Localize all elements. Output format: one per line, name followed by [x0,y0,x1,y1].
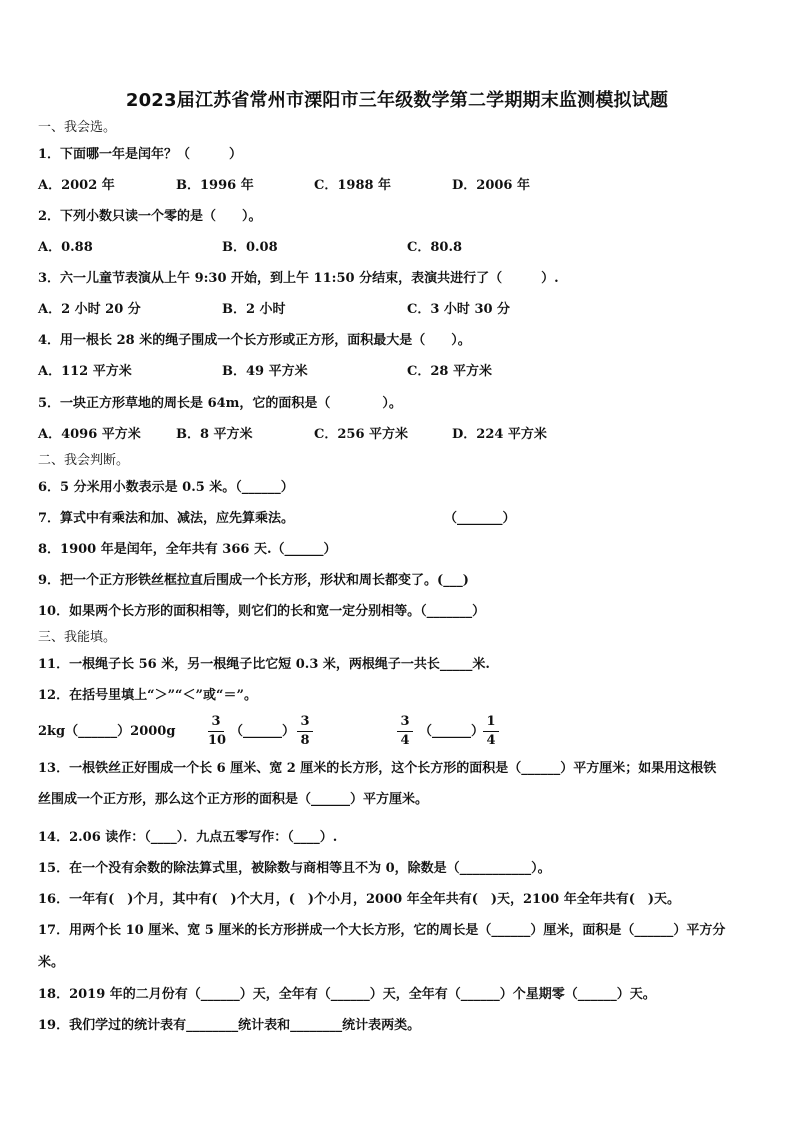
question-7: 7．算式中有乘法和加、减法，应先算乘法。 [38,511,295,526]
question-1: 1．下面哪一年是闰年？（ ） [38,147,243,162]
question-14: 14．2.06 读作：（____）．九点五零写作：（____）. [38,830,338,845]
q12-blank-3: （______） [419,724,485,739]
question-2: 2．下列小数只读一个零的是（ ）。 [38,209,262,224]
question-18: 18．2019 年的二月份有（______）天，全年有（______）天，全年有（______）个星期零（______）天。 [38,987,656,1002]
question-13-line-2: 丝围成一个正方形，那么这个正方形的面积是（______）平方厘米。 [38,792,429,807]
q1-option-a: A．2002 年 [38,178,115,193]
q2-option-b: B．0.08 [222,240,278,255]
question-16: 16．一年有( )个月，其中有( )个大月，( )个小月，2000 年全年共有( )天，2100 年全年共有( )天。 [38,892,681,907]
fraction-numerator: 1 [483,714,499,732]
q1-option-c: C．1988 年 [314,178,392,193]
q3-option-c: C．3 小时 30 分 [407,302,511,317]
q12-fraction-3-10 [208,714,227,749]
q2-option-a: A．0.88 [38,240,93,255]
page-title: 2023届江苏省常州市溧阳市三年级数学第二学期期末监测模拟试题 [125,90,669,111]
fraction-denominator: 4 [400,733,410,748]
question-8: 8．1900 年是闰年，全年共有 366 天.（______） [38,542,337,557]
q3-option-b: B．2 小时 [222,302,286,317]
question-6: 6．5 分米用小数表示是 0.5 米。（______） [38,480,294,495]
q12-compare-kg: 2kg（______）2000g [38,724,176,739]
q3-option-a: A．2 小时 20 分 [38,302,141,317]
q12-blank-2: （______） [230,724,296,739]
q4-option-b: B．49 平方米 [222,364,308,379]
question-15: 15．在一个没有余数的除法算式里，被除数与商相等且不为 0，除数是（___________）。 [38,861,551,876]
question-17-line-2: 米。 [38,955,65,970]
question-17-line-1: 17．用两个长 10 厘米、宽 5 厘米的长方形拼成一个大长方形，它的周长是（______）厘米，面积是（______）平方分 [38,923,726,938]
q2-option-c: C．80.8 [407,240,463,255]
q5-option-d: D．224 平方米 [452,427,547,442]
question-11: 11．一根绳子长 56 米，另一根绳子比它短 0.3 米，两根绳子一共长_____米. [38,657,490,672]
question-4: 4．用一根长 28 米的绳子围成一个长方形或正方形，面积最大是（ ）。 [38,333,471,348]
q5-option-a: A．4096 平方米 [38,427,141,442]
section-heading-judge: 二、我会判断。 [38,453,130,468]
fraction-denominator: 8 [300,733,310,748]
q4-option-c: C．28 平方米 [407,364,492,379]
q12-fraction-3-8 [297,714,313,749]
fraction-numerator: 3 [397,714,413,732]
q12-fraction-3-4 [397,714,413,749]
question-3: 3．六一儿童节表演从上午 9:30 开始，到上午 11:50 分结束，表演共进行了（ ）. [38,271,559,286]
q7-answer-blank: （_______） [444,511,516,526]
fraction-numerator: 3 [297,714,313,732]
q4-option-a: A．112 平方米 [38,364,132,379]
question-13-line-1: 13．一根铁丝正好围成一个长 6 厘米、宽 2 厘米的长方形，这个长方形的面积是（______）平方厘米；如果用这根铁 [38,761,717,776]
question-12: 12．在括号里填上“＞”“＜”或“＝”。 [38,688,257,703]
fraction-denominator: 4 [486,733,496,748]
question-9: 9．把一个正方形铁丝框拉直后围成一个长方形，形状和周长都变了。(___) [38,573,469,588]
section-heading-fill: 三、我能填。 [38,630,117,645]
q5-option-c: C．256 平方米 [314,427,409,442]
q1-option-d: D．2006 年 [452,178,530,193]
question-10: 10．如果两个长方形的面积相等，则它们的长和宽一定分别相等。（_______） [38,604,486,619]
q12-fraction-1-4 [483,714,499,749]
question-5: 5．一块正方形草地的周长是 64m，它的面积是（ ）。 [38,396,402,411]
fraction-denominator: 10 [208,733,227,748]
question-19: 19．我们学过的统计表有________统计表和________统计表两类。 [38,1018,421,1033]
q5-option-b: B．8 平方米 [176,427,253,442]
q1-option-b: B．1996 年 [176,178,254,193]
fraction-numerator: 3 [208,714,224,732]
section-heading-choice: 一、我会选。 [38,120,117,135]
